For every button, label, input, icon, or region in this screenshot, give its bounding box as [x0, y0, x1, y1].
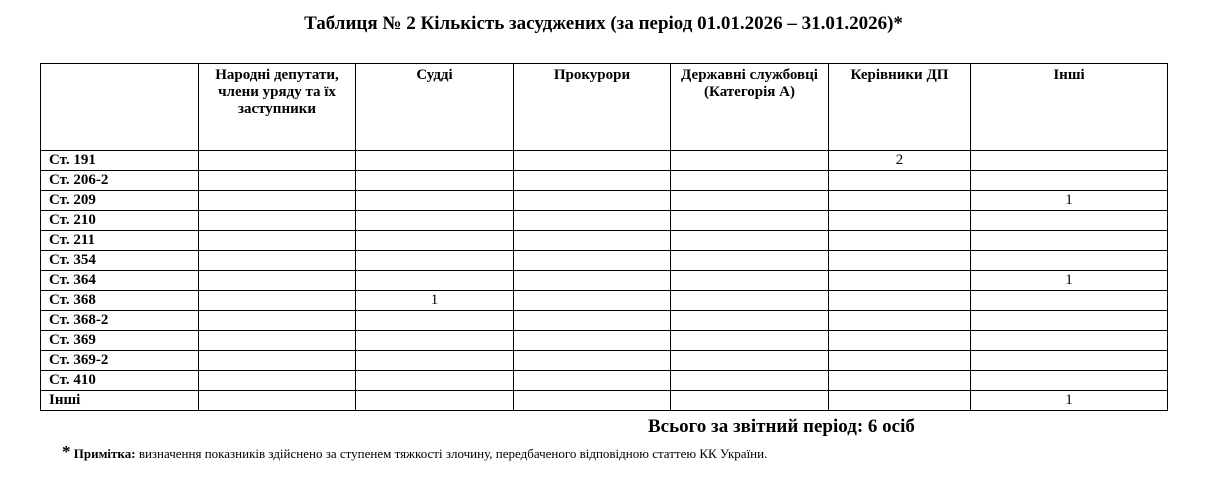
table-cell	[971, 211, 1168, 231]
row-label: Ст. 369-2	[41, 351, 199, 371]
table-cell	[356, 191, 514, 211]
table-cell	[829, 311, 971, 331]
table-cell	[199, 211, 356, 231]
table-cell	[829, 171, 971, 191]
row-label: Ст. 209	[41, 191, 199, 211]
table-cell	[356, 151, 514, 171]
table-cell: 1	[971, 191, 1168, 211]
table-row	[41, 391, 1168, 411]
table-cell	[356, 311, 514, 331]
table-cell	[356, 271, 514, 291]
table-cell	[829, 391, 971, 411]
table-cell	[671, 171, 829, 191]
table-cell	[199, 251, 356, 271]
table-cell	[671, 351, 829, 371]
table-cell	[199, 311, 356, 331]
convictions-table	[40, 63, 1168, 411]
row-label: Ст. 206-2	[41, 171, 199, 191]
table-cell	[199, 391, 356, 411]
table-cell	[829, 351, 971, 371]
table-cell	[356, 171, 514, 191]
table-cell	[356, 391, 514, 411]
table-cell	[671, 211, 829, 231]
table-cell	[829, 331, 971, 351]
table-cell	[199, 291, 356, 311]
table-cell	[514, 251, 671, 271]
table-cell	[199, 171, 356, 191]
table-cell	[514, 231, 671, 251]
table-cell	[514, 191, 671, 211]
table-row	[41, 291, 1168, 311]
table-cell	[971, 151, 1168, 171]
row-label: Інші	[41, 391, 199, 411]
column-header: Народні депутати, члени уряду та їх заступники	[199, 64, 356, 151]
table-cell	[971, 311, 1168, 331]
table-cell	[514, 171, 671, 191]
table-cell	[829, 231, 971, 251]
row-label: Ст. 354	[41, 251, 199, 271]
table-header-row	[41, 64, 1168, 151]
column-header	[41, 64, 199, 151]
column-header: Державні службовці (Категорія А)	[671, 64, 829, 151]
row-label: Ст. 211	[41, 231, 199, 251]
table-cell	[671, 291, 829, 311]
table-cell	[356, 331, 514, 351]
table-cell	[671, 271, 829, 291]
table-cell	[199, 151, 356, 171]
footnote-text: визначення показників здійснено за ступенем тяжкості злочину, передбаченого відповідною статтею КК України.	[135, 446, 768, 461]
row-label: Ст. 368-2	[41, 311, 199, 331]
table-row	[41, 211, 1168, 231]
table-cell	[671, 391, 829, 411]
footnote	[62, 444, 767, 464]
table-cell	[829, 371, 971, 391]
table-cell	[199, 271, 356, 291]
row-label: Ст. 364	[41, 271, 199, 291]
table-cell	[671, 191, 829, 211]
table-cell: 1	[971, 271, 1168, 291]
table-cell	[671, 311, 829, 331]
table-cell	[971, 351, 1168, 371]
table-row	[41, 231, 1168, 251]
table-row	[41, 171, 1168, 191]
table-cell	[671, 151, 829, 171]
table-cell	[199, 371, 356, 391]
table-cell	[829, 271, 971, 291]
table-cell	[971, 251, 1168, 271]
table-row	[41, 311, 1168, 331]
table-cell	[514, 311, 671, 331]
table-cell	[971, 291, 1168, 311]
row-label: Ст. 368	[41, 291, 199, 311]
table-cell	[356, 231, 514, 251]
table-cell	[971, 231, 1168, 251]
table-cell	[199, 331, 356, 351]
row-label: Ст. 369	[41, 331, 199, 351]
page-title: Таблиця № 2 Кількість засуджених (за період 01.01.2026 – 31.01.2026)*	[304, 13, 903, 34]
footnote-asterisk: *	[62, 442, 71, 461]
table-cell	[356, 371, 514, 391]
row-label: Ст. 210	[41, 211, 199, 231]
table-cell	[514, 271, 671, 291]
table-cell	[356, 351, 514, 371]
column-header: Інші	[971, 64, 1168, 151]
column-header: Керівники ДП	[829, 64, 971, 151]
column-header: Судді	[356, 64, 514, 151]
table-cell	[671, 231, 829, 251]
table-cell	[971, 331, 1168, 351]
table-cell: 1	[356, 291, 514, 311]
column-header: Прокурори	[514, 64, 671, 151]
table-cell	[829, 191, 971, 211]
table-cell	[199, 191, 356, 211]
table-cell	[514, 211, 671, 231]
table-cell	[829, 291, 971, 311]
footnote-label: Примітка:	[73, 446, 136, 461]
table-cell: 2	[829, 151, 971, 171]
table-cell	[971, 171, 1168, 191]
table-cell: 1	[971, 391, 1168, 411]
table-cell	[514, 151, 671, 171]
table-body	[41, 151, 1168, 411]
table-cell	[671, 251, 829, 271]
table-cell	[199, 351, 356, 371]
table-cell	[514, 351, 671, 371]
table-cell	[671, 331, 829, 351]
table-row	[41, 271, 1168, 291]
table-row	[41, 151, 1168, 171]
row-label: Ст. 191	[41, 151, 199, 171]
table-cell	[829, 211, 971, 231]
table-cell	[199, 231, 356, 251]
table-cell	[356, 251, 514, 271]
total-summary: Всього за звітний період: 6 осіб	[648, 416, 915, 437]
table-cell	[829, 251, 971, 271]
table-cell	[671, 371, 829, 391]
table-cell	[971, 371, 1168, 391]
table-row	[41, 191, 1168, 211]
table-row	[41, 371, 1168, 391]
table-cell	[514, 331, 671, 351]
table-cell	[514, 391, 671, 411]
table-cell	[514, 371, 671, 391]
table-cell	[514, 291, 671, 311]
table-cell	[356, 211, 514, 231]
table-row	[41, 251, 1168, 271]
table-row	[41, 331, 1168, 351]
table-row	[41, 351, 1168, 371]
row-label: Ст. 410	[41, 371, 199, 391]
